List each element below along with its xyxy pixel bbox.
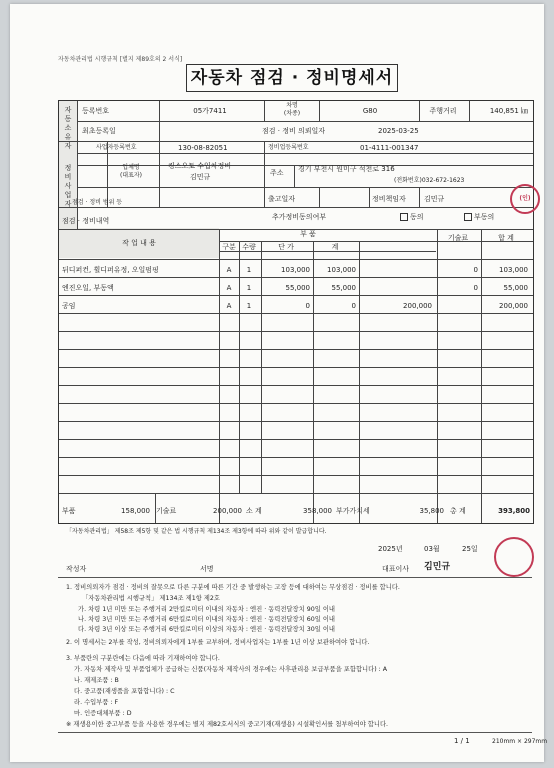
model-value: G80 xyxy=(362,107,378,115)
parts-total-value: 158,000 xyxy=(121,507,150,515)
vat-value: 35,800 xyxy=(419,507,444,515)
row-unit-price: 55,000 xyxy=(285,284,310,292)
seal-stamp: (인) xyxy=(510,184,540,214)
row-category: A xyxy=(226,266,232,274)
row-unit-price: 103,000 xyxy=(281,266,310,274)
shop-name-label: 업체명 (대표자) xyxy=(119,164,143,179)
subtotal-label: 소 계 xyxy=(246,507,262,515)
labor-total-label: 기술료 xyxy=(156,507,177,515)
model-label: 차명 (차종) xyxy=(283,102,301,117)
shop-reg-label: 정비업등록번호 xyxy=(268,144,309,151)
consent-yes[interactable]: 동의 xyxy=(400,212,424,222)
manager-label: 정비책임자 xyxy=(372,195,406,203)
row-total: 103,000 xyxy=(499,266,528,274)
phone-value: (전화번호)032-672-1623 xyxy=(394,177,465,184)
note-line: 가. 차령 1년 미만 또는 주행거리 2만킬로미터 이내의 자동차 : 엔진 · 동력전달장치 90일 이내 xyxy=(78,606,335,613)
col-category: 구분 xyxy=(222,243,236,251)
labor-total-value: 200,000 xyxy=(213,507,242,515)
service-date-value: 2025-03-25 xyxy=(378,127,419,135)
consent-label: 추가정비동의여부 xyxy=(272,213,327,221)
row-category: A xyxy=(226,284,232,292)
col-labor: 기술료 xyxy=(447,234,469,242)
note-line: 「자동차관리법 시행규칙」 제134조 제1항 제2호 xyxy=(82,595,220,602)
issuer-name: 김민규 xyxy=(424,562,451,572)
note-line: 다. 차령 3년 이상 또는 주행거리 6만킬로미터 이상의 자동차 : 엔진 · 동력전달장치 30일 이내 xyxy=(78,626,335,633)
date-month: 03월 xyxy=(424,545,440,553)
row-labor: 0 xyxy=(473,266,478,274)
note-line: 라. 수입부품 : F xyxy=(74,699,119,706)
row-labor: 200,000 xyxy=(403,302,432,310)
note-line: 2. 이 명세서는 2부를 작성, 정비의뢰자에게 1부를 교부하며, 정비사업자는 1부를 1년 이상 보관하여야 합니다. xyxy=(66,639,370,646)
subtotal-value: 358,000 xyxy=(303,507,332,515)
col-qty: 수량 xyxy=(242,243,256,251)
address-value: 경기 부천시 원미구 석천로 316 xyxy=(298,165,395,173)
service-date-label: 점검 · 정비 의뢰일자 xyxy=(262,127,325,135)
row-amount: 55,000 xyxy=(331,284,356,292)
shop-name-value: 킹스오토 수입차정비 xyxy=(168,162,232,170)
work-detail-label: 점검 · 정비내역 xyxy=(62,217,110,225)
scope-label: 점검 · 정비 범위 등 xyxy=(72,199,123,206)
col-unit-price: 단 가 xyxy=(278,243,294,251)
row-total: 200,000 xyxy=(499,302,528,310)
col-parts: 부 품 xyxy=(300,230,316,238)
consent-no-checkbox[interactable] xyxy=(464,213,472,221)
vat-label: 부가가치세 xyxy=(336,507,370,515)
address-label: 주소 xyxy=(270,169,284,177)
document-title: 자동차 점검 · 정비명세서 xyxy=(186,64,398,92)
row-amount: 103,000 xyxy=(327,266,356,274)
note-line: ※ 재생용이한 중고부품 등을 사용한 경우에는 별지 제82호서식의 중고기재(재생용) 시설확인서를 첨부하여야 합니다. xyxy=(66,721,389,728)
row-qty: 1 xyxy=(246,266,252,274)
reg-no-value: 05가7411 xyxy=(193,107,227,115)
row-work: 공임 xyxy=(62,302,76,310)
parts-total-label: 부품 xyxy=(62,507,76,515)
company-seal-stamp xyxy=(494,537,534,577)
row-work: 뒤디퍼컨, 휠디퍼유정, 오일펌핑 xyxy=(62,266,159,274)
note-line: 나. 차령 3년 미만 또는 주행거리 6만킬로미터 이내의 자동차 : 엔진 · 동력전달장치 60일 이내 xyxy=(78,616,335,623)
shop-section-label: 정 비 사 업 자 xyxy=(64,164,72,208)
document-paper xyxy=(10,4,548,762)
row-qty: 1 xyxy=(246,284,252,292)
row-qty: 1 xyxy=(246,302,252,310)
note-line: 다. 중고품(재생품을 포함합니다) : C xyxy=(74,688,175,695)
company-rep-label: 대표이사 xyxy=(382,565,410,573)
date-day: 25일 xyxy=(462,545,478,553)
owner-section-label: 자 동 소유자 xyxy=(64,106,72,150)
first-reg-label: 최초등록일 xyxy=(82,127,116,135)
row-total: 55,000 xyxy=(503,284,528,292)
note-line: 마. 인증대체부품 : D xyxy=(74,710,132,717)
note-line: 3. 부품란의 구분란에는 다음에 따라 기재하여야 합니다. xyxy=(66,655,220,662)
col-total: 합 계 xyxy=(498,234,514,242)
note-line: 나. 재제조품 : B xyxy=(74,677,119,684)
row-labor: 0 xyxy=(473,284,478,292)
page-footer: 1 / 1 xyxy=(454,737,470,745)
shop-rep-value: 김민규 xyxy=(190,173,211,181)
mileage-label: 주행거리 xyxy=(429,107,457,115)
sign-label: 서명 xyxy=(200,565,214,573)
note-line: 가. 자동차 제작사 및 부품업체가 공급하는 신품(자동차 제작사의 경우에는 사후관리용 보급부품을 포함합니다) : A xyxy=(74,666,388,673)
consent-no[interactable]: 부동의 xyxy=(464,212,494,222)
col-amount: 계 xyxy=(331,243,339,251)
row-unit-price: 0 xyxy=(305,302,310,310)
delivery-label: 출고일자 xyxy=(268,195,296,203)
date-year: 2025년 xyxy=(378,545,403,553)
biz-no-label: 사업자등록번호 xyxy=(96,144,137,151)
col-work: 작 업 내 용 xyxy=(122,239,156,247)
mileage-value: 140,851 ㎞ xyxy=(489,107,528,115)
consent-yes-checkbox[interactable] xyxy=(400,213,408,221)
reg-no-label: 등록번호 xyxy=(82,107,110,115)
note-line: 1. 정비의뢰자가 점검 · 정비의 잘못으로 다른 구분에 따른 기간 중 발생하는 고장 등에 대하여는 무상점검 · 정비를 합니다. xyxy=(66,584,400,591)
grand-total-value: 393,800 xyxy=(498,507,530,515)
manager-value: 김민규 xyxy=(424,195,445,203)
writer-label: 작성자 xyxy=(66,565,87,573)
shop-reg-value: 01-4111-001347 xyxy=(360,144,419,152)
grand-total-label: 총 계 xyxy=(450,507,466,515)
row-category: A xyxy=(226,302,232,310)
row-work: 엔진오일, 부동액 xyxy=(62,284,114,292)
biz-no-value: 130-08-82051 xyxy=(178,144,228,152)
paper-size: 210mm × 297mm xyxy=(492,738,548,745)
declaration-text: 「자동차관리법」 제58조 제5항 및 같은 법 시행규칙 제134조 제3항에 따라 위와 같이 발급합니다. xyxy=(66,528,327,535)
form-reference: 자동차관리법 시행규칙 [별지 제89호의 2 서식] xyxy=(58,56,183,63)
row-amount: 0 xyxy=(351,302,356,310)
